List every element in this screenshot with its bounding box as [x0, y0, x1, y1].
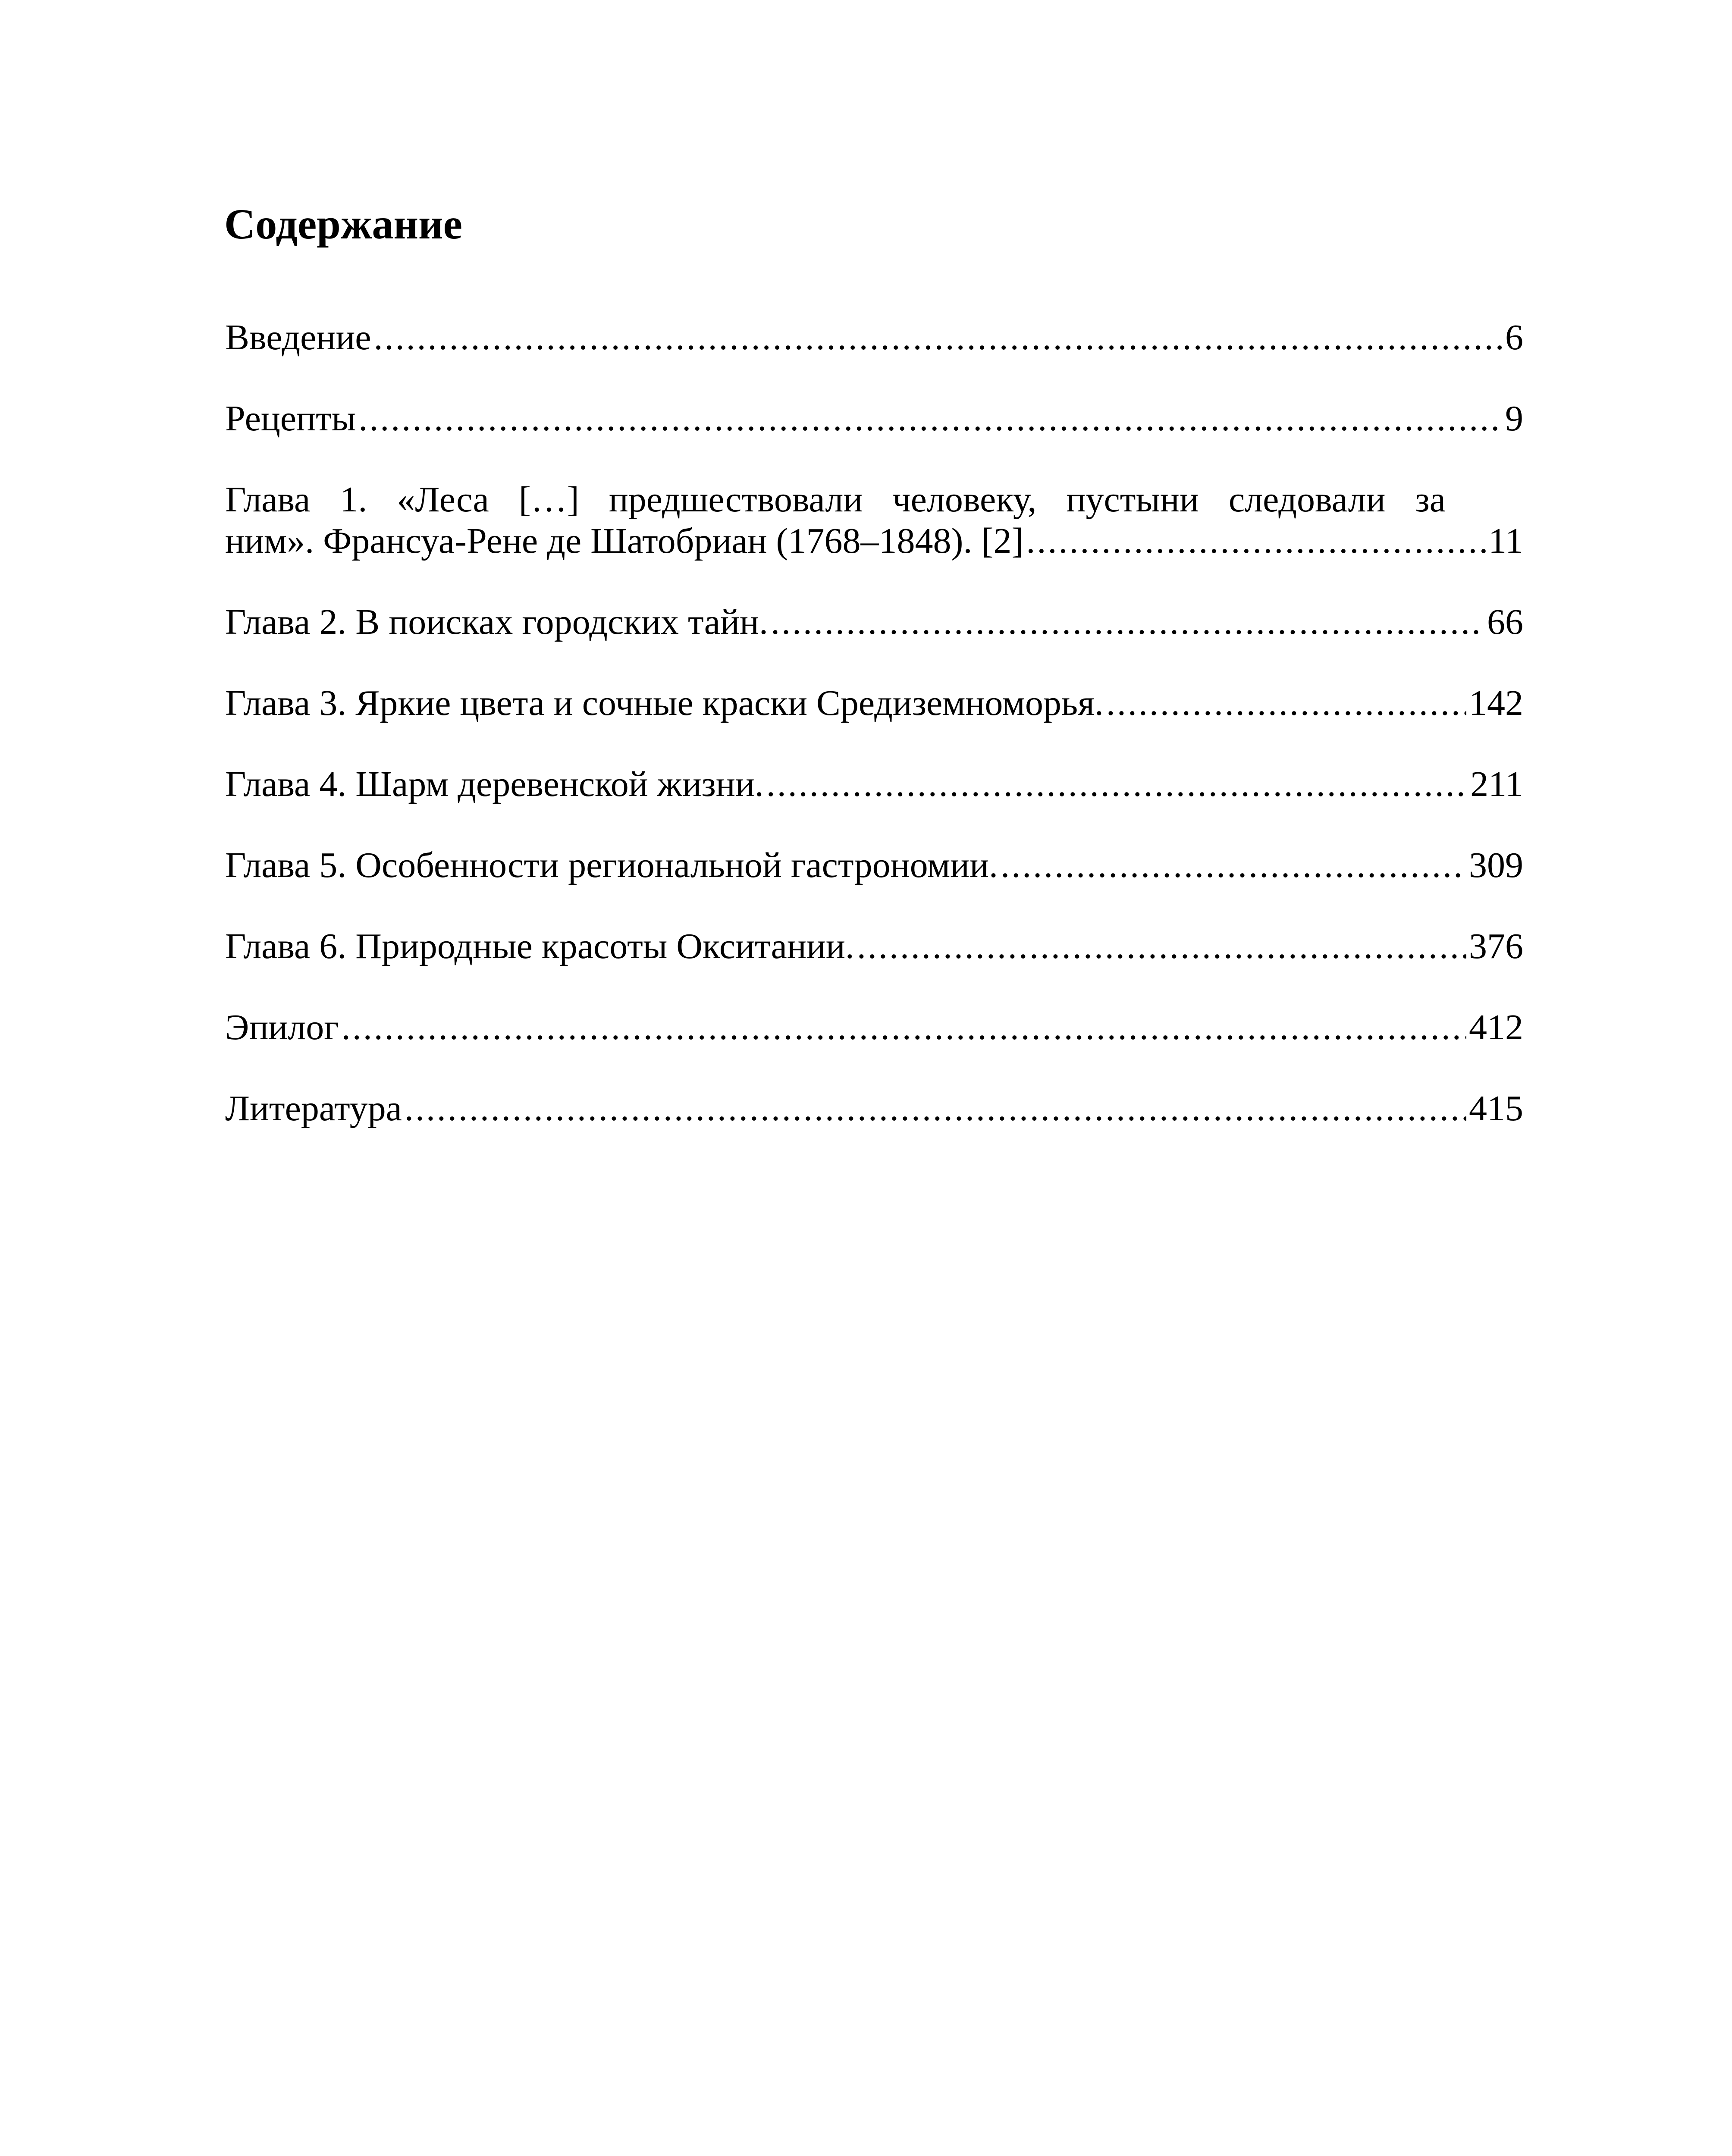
toc-page-number: 66	[1487, 602, 1523, 642]
toc-page-number: 6	[1505, 317, 1523, 357]
toc-row	[225, 1007, 1523, 1048]
toc-page-number: 211	[1470, 764, 1523, 804]
toc-row	[225, 1088, 1523, 1129]
toc-row	[225, 602, 1523, 643]
page-title: Содержание	[224, 200, 463, 248]
toc-row	[225, 520, 1523, 562]
toc-row	[225, 845, 1523, 886]
dot-leader	[342, 1007, 1466, 1048]
toc-entry-chapter-2[interactable]	[225, 602, 1523, 643]
toc-page-number: 11	[1488, 521, 1523, 561]
toc-entry-title: Литература	[225, 1088, 402, 1128]
dot-leader	[1106, 683, 1466, 724]
toc-entry-title: Глава 2. В поисках городских тайн.	[225, 602, 768, 642]
dot-leader	[1001, 845, 1466, 886]
dot-leader	[358, 398, 1503, 439]
toc-entry-chapter-1[interactable]	[225, 479, 1523, 562]
toc-entry-chapter-5[interactable]	[225, 845, 1523, 886]
toc-page-number: 309	[1469, 845, 1523, 885]
toc-entry-chapter-4[interactable]	[225, 764, 1523, 805]
toc-entry-title: Эпилог	[225, 1007, 339, 1047]
toc-page-number: 376	[1469, 926, 1523, 966]
toc-row	[225, 926, 1523, 967]
toc-page-number: 412	[1469, 1007, 1523, 1047]
dot-leader	[374, 317, 1503, 358]
toc-page-number: 9	[1505, 398, 1523, 439]
toc-entry-title: Глава 5. Особенности региональной гастрономии.	[225, 845, 998, 885]
dot-leader	[857, 926, 1466, 967]
table-of-contents	[225, 317, 1523, 1169]
toc-page-number: 415	[1469, 1088, 1523, 1128]
toc-entry-chapter-6[interactable]	[225, 926, 1523, 967]
toc-entry-title: Глава 6. Природные красоты Окситании.	[225, 926, 854, 966]
toc-entry-introduction[interactable]	[225, 317, 1523, 358]
toc-entry-literature[interactable]	[225, 1088, 1523, 1129]
toc-entry-title: Глава 3. Яркие цвета и сочные краски Средиземноморья.	[225, 683, 1104, 723]
toc-row	[225, 764, 1523, 805]
dot-leader	[771, 602, 1484, 643]
toc-entry-chapter-3[interactable]	[225, 683, 1523, 724]
toc-row	[225, 317, 1523, 358]
toc-entry-title: Введение	[225, 317, 371, 357]
dot-leader	[766, 764, 1468, 805]
dot-leader	[1026, 520, 1486, 562]
toc-entry-title-line-2: ним». Франсуа-Рене де Шатобриан (1768–1848). [2]	[225, 521, 1024, 561]
toc-page-number: 142	[1469, 683, 1523, 723]
toc-entry-title: Глава 4. Шарм деревенской жизни.	[225, 764, 764, 804]
toc-row	[225, 398, 1523, 439]
dot-leader	[405, 1088, 1466, 1129]
toc-entry-title-line-1: Глава 1. «Леса […] предшествовали человеку, пустыни следовали за	[225, 479, 1446, 520]
toc-row	[225, 683, 1523, 724]
toc-entry-title: Рецепты	[225, 398, 356, 439]
toc-entry-epilogue[interactable]	[225, 1007, 1523, 1048]
toc-entry-recipes[interactable]	[225, 398, 1523, 439]
